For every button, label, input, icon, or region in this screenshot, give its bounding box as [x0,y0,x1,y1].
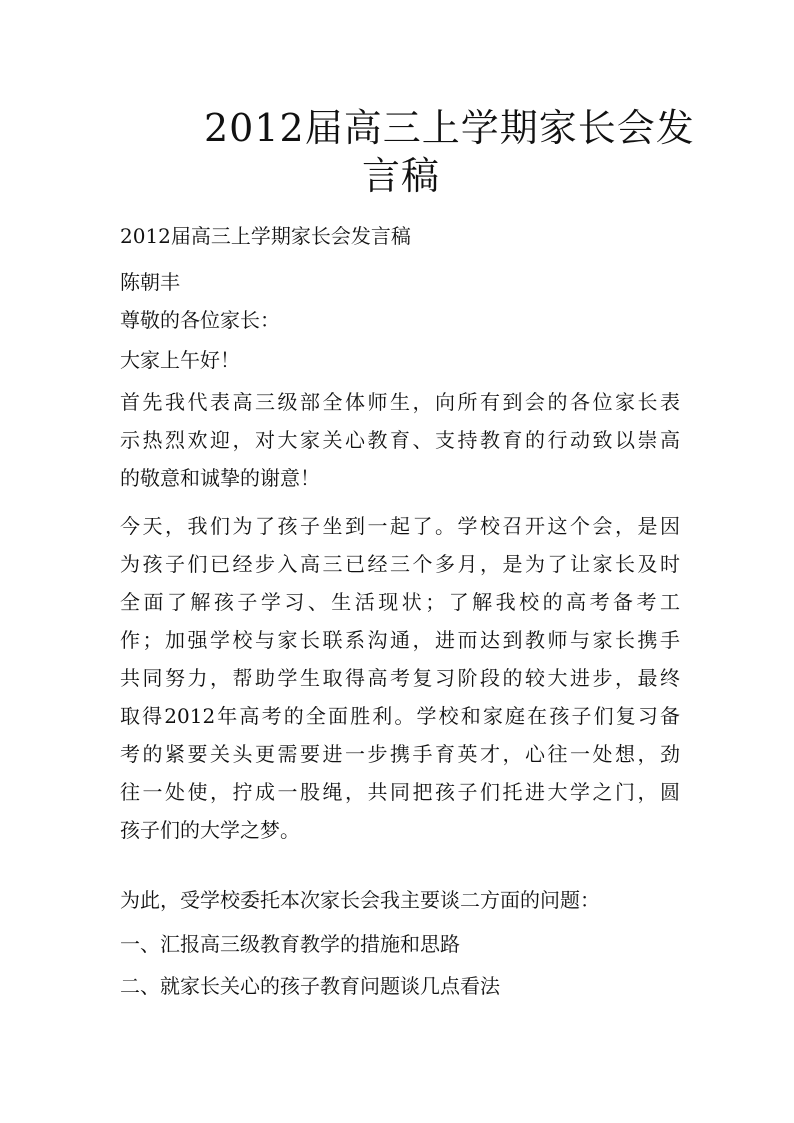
paragraph-line: 首先我代表高三级部全体师生，向所有到会的各位家长表 [120,390,680,414]
paragraph-line: 示热烈欢迎，对大家关心教育、支持教育的行动致以崇高 [120,428,680,452]
paragraph-line: 考的紧要关头更需要进一步携手育英才，心往一处想，劲 [120,742,680,766]
paragraph-line: 今天，我们为了孩子坐到一起了。学校召开这个会，是因 [120,514,680,538]
paragraph-line: 的敬意和诚挚的谢意！ [120,466,320,490]
list-item-2: 二、就家长关心的孩子教育问题谈几点看法 [120,974,500,998]
paragraph-line: 共同努力，帮助学生取得高考复习阶段的较大进步，最终 [120,666,680,690]
paragraph-topics-intro: 为此，受学校委托本次家长会我主要谈二方面的问题： [120,888,600,912]
paragraph-welcome [120,383,680,497]
paragraph-line: 全面了解孩子学习、生活现状；了解我校的高考备考工 [120,590,680,614]
paragraph-line: 取得2012年高考的全面胜利。学校和家庭在孩子们复习备 [120,704,680,728]
paragraph-line: 为孩子们已经步入高三已经三个多月，是为了让家长及时 [120,552,680,576]
paragraph-line: 孩子们的大学之梦。 [120,818,300,842]
paragraph-line: 往一处使，拧成一股绳，共同把孩子们托进大学之门，圆 [120,780,680,804]
subtitle: 2012届高三上学期家长会发言稿 [120,224,411,248]
greeting: 大家上午好！ [120,348,240,372]
paragraph-line: 作；加强学校与家长联系沟通，进而达到教师与家长携手 [120,628,680,652]
salutation: 尊敬的各位家长： [120,308,280,332]
document-title-line-2: 言稿 [362,154,441,198]
list-item-1: 一、汇报高三级教育教学的措施和思路 [120,932,460,956]
author: 陈朝丰 [120,270,180,294]
paragraph-purpose [120,507,680,849]
document-title-line-1: 2012届高三上学期家长会发 [204,106,695,150]
